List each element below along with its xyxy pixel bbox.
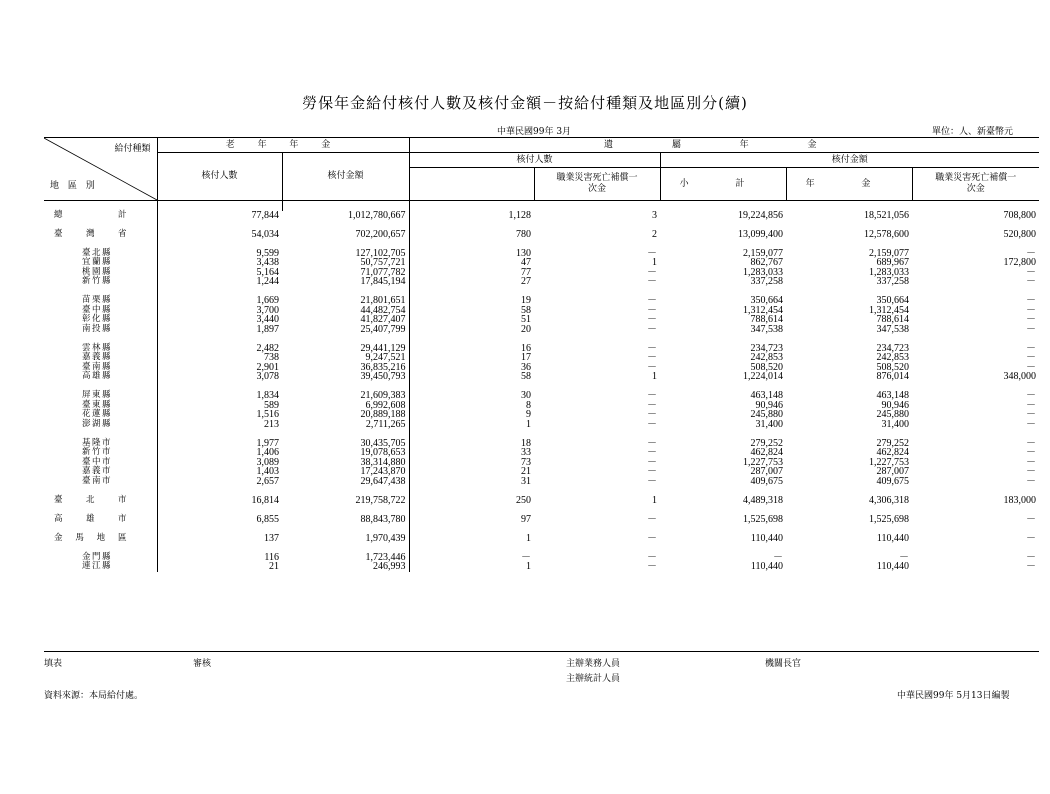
cell-col4: 1: [652, 494, 657, 506]
area-label: 連江縣: [82, 561, 111, 571]
footer-head: 機關長官: [765, 659, 802, 669]
cell-col6: 12,578,600: [864, 228, 909, 240]
cell-col1: 3,438: [157, 258, 282, 268]
cell-col2: 36,835,216: [360, 361, 406, 373]
survivor-amount-group: 核付金額: [660, 153, 1039, 168]
cell-col4: －: [647, 361, 657, 373]
table-row: [44, 515, 1039, 525]
area-label: 桃園縣: [82, 266, 111, 277]
table-row: [44, 420, 1039, 430]
survivor-count-group: 核付人數: [409, 153, 660, 168]
cell-col2: 21,609,383: [360, 390, 406, 401]
cell-col3: 1: [409, 534, 534, 544]
cell-col1: 5,164: [157, 268, 282, 278]
cell-col7: －: [1026, 304, 1036, 316]
cell-col3: 51: [409, 315, 534, 325]
area-label: 屏東縣: [82, 390, 111, 400]
cell-col1: 116: [157, 553, 282, 563]
cell-col5: 13,099,400: [738, 228, 783, 240]
cell-col7: 172,800: [1003, 257, 1036, 268]
report-date: 中華民國99年 3月: [497, 127, 572, 137]
cell-col3: 8: [409, 401, 534, 411]
cell-col5: 287,007: [750, 466, 783, 477]
cell-col5: 409,675: [750, 475, 783, 487]
cell-col2: 21,801,651: [360, 295, 406, 306]
cell-col3: 17: [409, 353, 534, 363]
cell-col1: 213: [157, 420, 282, 430]
cell-col4: 2: [652, 228, 657, 240]
cell-col3: 30: [409, 391, 534, 401]
cell-col2: 702,200,657: [355, 228, 406, 240]
old-count-header: 核付人數: [157, 153, 282, 201]
cell-col3: －: [409, 553, 534, 563]
cell-col7: 708,800: [1003, 209, 1036, 221]
cell-col2: 17,845,194: [360, 276, 406, 287]
cell-col5: 1,227,753: [743, 456, 783, 468]
cell-col2: 17,243,870: [360, 466, 406, 477]
old-amount-header: 核付金額: [282, 153, 409, 201]
cell-col6: 110,440: [876, 532, 909, 544]
area-label: 總計: [54, 209, 127, 220]
cell-col5: －: [773, 551, 783, 563]
cell-col7: －: [1026, 266, 1036, 278]
cell-col1: 1,834: [157, 391, 282, 401]
cell-col7: －: [1026, 352, 1036, 363]
cell-col4: －: [647, 409, 657, 420]
cell-col5: 279,252: [750, 437, 783, 449]
cell-col1: 1,897: [157, 325, 282, 335]
cell-col7: －: [1026, 513, 1036, 525]
cell-col6: 242,853: [876, 352, 909, 363]
cell-col2: 50,757,721: [360, 257, 406, 268]
cell-col7: 348,000: [1003, 371, 1036, 382]
area-label: 金馬地區: [54, 532, 127, 543]
cell-col2: 44,482,754: [360, 304, 406, 316]
cell-col6: 876,014: [876, 371, 909, 382]
cell-col5: 1,283,033: [743, 266, 783, 278]
cell-col1: 1,516: [157, 410, 282, 420]
cell-col3: 250: [409, 496, 534, 506]
cell-col7: －: [1026, 361, 1036, 373]
cell-col4: 1: [652, 371, 657, 382]
table-row: [44, 534, 1039, 544]
cell-col3: 31: [409, 477, 534, 487]
cell-col1: 3,440: [157, 315, 282, 325]
cell-col7: －: [1026, 276, 1036, 287]
cell-col3: 780: [409, 230, 534, 240]
table-row: [44, 562, 1039, 572]
cell-col1: 54,034: [157, 230, 282, 240]
cell-col2: 38,314,880: [360, 456, 406, 468]
cell-col6: 508,520: [876, 361, 909, 373]
area-label: 南投縣: [82, 323, 111, 334]
survivor-header: 遺 屬 年 金: [409, 138, 1039, 153]
cell-col6: 1,283,033: [869, 266, 909, 278]
table-row: [44, 211, 1039, 221]
survivor-count-total-header: [409, 168, 534, 201]
cell-col7: －: [1026, 399, 1036, 411]
area-label: 臺中縣: [82, 304, 111, 315]
cell-col4: －: [647, 352, 657, 363]
cell-col7: －: [1026, 475, 1036, 487]
cell-col2: 30,435,705: [360, 437, 406, 449]
area-label: 嘉義縣: [82, 352, 111, 362]
cell-col7: －: [1026, 437, 1036, 449]
cell-col2: 246,993: [373, 561, 406, 572]
area-label: 花蓮縣: [82, 409, 111, 419]
cell-col4: －: [647, 551, 657, 563]
area-label: 新竹縣: [82, 276, 111, 286]
cell-col5: 347,538: [750, 323, 783, 335]
area-label: 基隆市: [82, 437, 111, 448]
cell-col5: 2,159,077: [743, 247, 783, 259]
cell-col7: －: [1026, 466, 1036, 477]
cell-col2: 25,407,799: [360, 323, 406, 335]
cell-col6: 409,675: [876, 475, 909, 487]
cell-col3: 130: [409, 249, 534, 259]
cell-col1: 3,078: [157, 372, 282, 382]
cell-col5: 110,440: [750, 532, 783, 544]
cell-col2: 19,078,653: [360, 447, 406, 458]
cell-col6: 463,148: [876, 390, 909, 401]
cell-col4: －: [647, 418, 657, 430]
footer-fill: 填表: [44, 659, 63, 669]
cell-col6: 234,723: [876, 342, 909, 354]
cell-col2: 29,647,438: [360, 475, 406, 487]
cell-col6: 31,400: [881, 418, 909, 430]
cell-col3: 21: [409, 467, 534, 477]
table-bottom-rule: [44, 651, 1039, 652]
page-title: 勞保年金給付核付人數及核付金額－按給付種類及地區別分(續): [302, 94, 748, 112]
cell-col3: 19: [409, 296, 534, 306]
cell-col3: 97: [409, 515, 534, 525]
cell-col5: 350,664: [750, 295, 783, 306]
cell-col4: －: [647, 295, 657, 306]
cell-col4: 1: [652, 257, 657, 268]
cell-col1: 738: [157, 353, 282, 363]
cell-col2: 1,012,780,667: [348, 209, 406, 221]
cell-col4: －: [647, 513, 657, 525]
cell-col2: 9,247,521: [365, 352, 406, 363]
statistics-table: [44, 137, 1039, 572]
cell-col3: 33: [409, 448, 534, 458]
footer-stats: 主辦統計人員: [566, 674, 621, 684]
cell-col4: －: [647, 561, 657, 572]
area-label: 臺南市: [82, 475, 111, 486]
cell-col2: 6,992,608: [365, 399, 406, 411]
cell-col4: －: [647, 390, 657, 401]
cell-col7: －: [1026, 456, 1036, 468]
cell-col3: 27: [409, 277, 534, 287]
cell-col2: 29,441,129: [360, 342, 406, 354]
cell-col7: －: [1026, 409, 1036, 420]
area-label: 宜蘭縣: [82, 257, 111, 267]
cell-col1: 3,089: [157, 458, 282, 468]
cell-col3: 1,128: [409, 211, 534, 221]
cell-col7: －: [1026, 447, 1036, 458]
cell-col7: 520,800: [1003, 228, 1036, 240]
corner-header: [44, 138, 157, 201]
area-label: 金門縣: [82, 551, 111, 562]
cell-col7: －: [1026, 295, 1036, 306]
cell-col6: 279,252: [876, 437, 909, 449]
cell-col6: －: [899, 551, 909, 563]
cell-col7: －: [1026, 342, 1036, 354]
cell-col1: 2,657: [157, 477, 282, 487]
cell-col6: 689,967: [876, 257, 909, 268]
table-row: [44, 277, 1039, 287]
cell-col2: 1,970,439: [365, 532, 406, 544]
cell-col3: 16: [409, 344, 534, 354]
cell-col3: 20: [409, 325, 534, 335]
cell-col7: －: [1026, 323, 1036, 335]
footer-business: 主辦業務人員: [566, 659, 621, 669]
cell-col7: －: [1026, 247, 1036, 259]
cell-col6: 90,946: [881, 399, 909, 411]
cell-col3: 1: [409, 420, 534, 430]
survivor-count-occ-header: 職業災害死亡補償一次金: [534, 168, 660, 201]
cell-col4: －: [647, 447, 657, 458]
cell-col3: 58: [409, 372, 534, 382]
area-label: 臺灣省: [54, 228, 127, 239]
cell-col1: 2,482: [157, 344, 282, 354]
cell-col5: 1,312,454: [743, 304, 783, 316]
cell-col6: 788,614: [876, 314, 909, 325]
cell-col5: 1,224,014: [743, 371, 783, 382]
cell-col5: 31,400: [755, 418, 783, 430]
cell-col7: －: [1026, 418, 1036, 430]
cell-col6: 287,007: [876, 466, 909, 477]
cell-col3: 1: [409, 562, 534, 572]
cell-col5: 862,767: [750, 257, 783, 268]
cell-col3: 18: [409, 439, 534, 449]
cell-col4: －: [647, 475, 657, 487]
cell-col5: 245,880: [750, 409, 783, 420]
cell-col3: 47: [409, 258, 534, 268]
cell-col2: 88,843,780: [360, 513, 406, 525]
cell-col7: －: [1026, 390, 1036, 401]
survivor-annuity-header: 年 金: [786, 168, 912, 201]
cell-col5: 462,824: [750, 447, 783, 458]
area-label: 嘉義市: [82, 466, 111, 476]
cell-col2: 20,889,188: [360, 409, 406, 420]
cell-col2: 41,827,407: [360, 314, 406, 325]
area-label: 高雄市: [54, 513, 127, 524]
cell-col4: －: [647, 342, 657, 354]
table-row: [44, 496, 1039, 506]
cell-col6: 462,824: [876, 447, 909, 458]
table-row: [44, 477, 1039, 487]
cell-col3: 36: [409, 363, 534, 373]
cell-col1: 77,844: [157, 211, 282, 221]
cell-col7: 183,000: [1003, 494, 1036, 506]
cell-col1: 1,406: [157, 448, 282, 458]
cell-col5: 242,853: [750, 352, 783, 363]
cell-col1: 9,599: [157, 249, 282, 259]
cell-col1: 1,669: [157, 296, 282, 306]
cell-col1: 1,977: [157, 439, 282, 449]
cell-col4: －: [647, 304, 657, 316]
cell-col4: －: [647, 276, 657, 287]
cell-col3: 58: [409, 306, 534, 316]
area-label: 臺南縣: [82, 361, 111, 372]
table-row: [44, 372, 1039, 382]
cell-col4: －: [647, 399, 657, 411]
cell-col1: 1,403: [157, 467, 282, 477]
area-label: 澎湖縣: [82, 418, 111, 429]
old-age-header: 老 年 年 金: [157, 138, 409, 153]
cell-col4: －: [647, 247, 657, 259]
cell-col5: 463,148: [750, 390, 783, 401]
cell-col6: 110,440: [876, 561, 909, 572]
cell-col3: 73: [409, 458, 534, 468]
survivor-amount-occ-header: 職業災害死亡補償一次金: [912, 168, 1039, 201]
area-label: 臺中市: [82, 456, 111, 467]
cell-col5: 90,946: [755, 399, 783, 411]
footer-review: 審核: [193, 659, 212, 669]
cell-col2: 2,711,265: [365, 418, 406, 430]
cell-col4: －: [647, 323, 657, 335]
cell-col6: 347,538: [876, 323, 909, 335]
cell-col5: 788,614: [750, 314, 783, 325]
cell-col4: －: [647, 314, 657, 325]
cell-col6: 1,312,454: [869, 304, 909, 316]
cell-col6: 350,664: [876, 295, 909, 306]
cell-col6: 1,525,698: [869, 513, 909, 525]
cell-col6: 4,306,318: [869, 494, 909, 506]
footer-source: 資料來源：本局給付處。: [44, 691, 144, 701]
survivor-subtotal-header: 小 計: [660, 168, 786, 201]
cell-col5: 337,258: [750, 276, 783, 287]
cell-col4: 3: [652, 209, 657, 221]
cell-col3: 77: [409, 268, 534, 278]
cell-col5: 110,440: [750, 561, 783, 572]
cell-col4: －: [647, 532, 657, 544]
unit-label: 單位：人、新臺幣元: [932, 127, 1014, 137]
cell-col6: 337,258: [876, 276, 909, 287]
corner-bottom-label: 地 區 別: [50, 181, 98, 191]
cell-col6: 245,880: [876, 409, 909, 420]
cell-col7: －: [1026, 561, 1036, 572]
cell-col4: －: [647, 456, 657, 468]
cell-col5: 1,525,698: [743, 513, 783, 525]
cell-col5: 4,489,318: [743, 494, 783, 506]
cell-col3: 9: [409, 410, 534, 420]
cell-col2: 219,758,722: [355, 494, 406, 506]
area-label: 高雄縣: [82, 371, 111, 381]
area-label: 彰化縣: [82, 314, 111, 324]
cell-col6: 18,521,056: [864, 209, 909, 221]
cell-col4: －: [647, 437, 657, 449]
area-label: 臺東縣: [82, 399, 111, 410]
cell-col2: 39,450,793: [360, 371, 406, 382]
area-label: 苗栗縣: [82, 295, 111, 305]
cell-col5: 19,224,856: [738, 209, 783, 221]
area-label: 臺北市: [54, 494, 127, 505]
cell-col1: 137: [157, 534, 282, 544]
table-body: [44, 201, 1039, 572]
table-row: [44, 230, 1039, 240]
cell-col4: －: [647, 266, 657, 278]
cell-col1: 2,901: [157, 363, 282, 373]
cell-col1: 6,855: [157, 515, 282, 525]
cell-col1: 16,814: [157, 496, 282, 506]
cell-col2: 71,077,782: [360, 266, 406, 278]
cell-col7: －: [1026, 314, 1036, 325]
cell-col7: －: [1026, 532, 1036, 544]
cell-col5: 234,723: [750, 342, 783, 354]
cell-col6: 2,159,077: [869, 247, 909, 259]
area-label: 臺北縣: [82, 247, 111, 258]
cell-col1: 21: [157, 562, 282, 572]
cell-col5: 508,520: [750, 361, 783, 373]
cell-col1: 3,700: [157, 306, 282, 316]
area-label: 雲林縣: [82, 342, 111, 353]
corner-top-label: 給付種類: [114, 144, 151, 154]
cell-col1: 589: [157, 401, 282, 411]
cell-col2: 127,102,705: [355, 247, 406, 259]
cell-col2: 1,723,446: [365, 551, 406, 563]
cell-col7: －: [1026, 551, 1036, 563]
cell-col4: －: [647, 466, 657, 477]
cell-col6: 1,227,753: [869, 456, 909, 468]
area-label: 新竹市: [82, 447, 111, 457]
footer-compiled: 中華民國99年 5月13日編製: [897, 691, 1010, 701]
cell-col1: 1,244: [157, 277, 282, 287]
table-row: [44, 325, 1039, 335]
